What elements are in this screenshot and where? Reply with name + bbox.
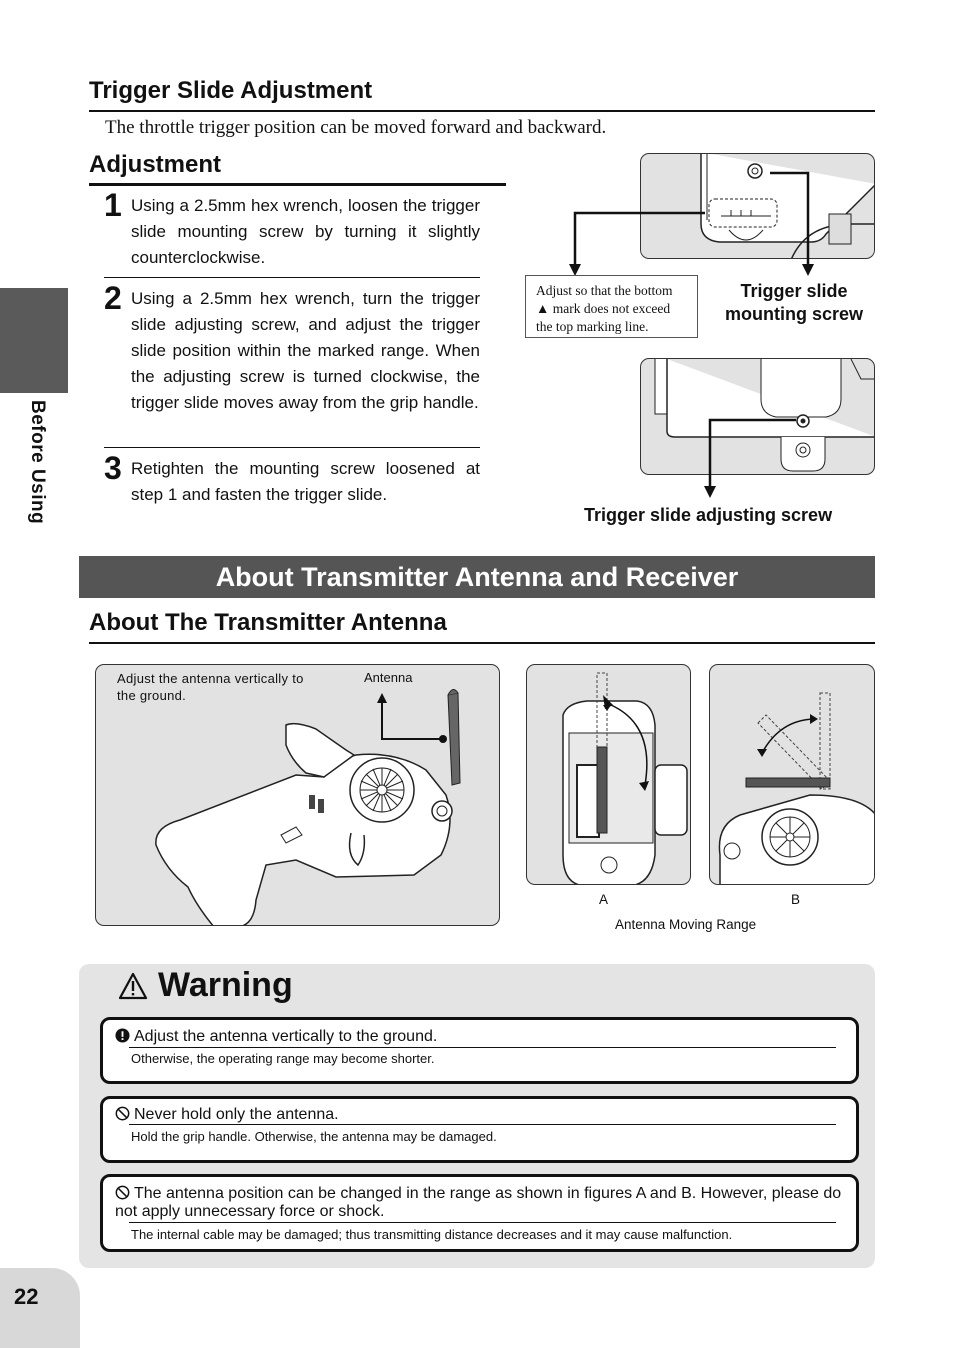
step-text: Using a 2.5mm hex wrench, loosen the trigger slide mounting screw by turning it slightly counterclockwise. [131, 196, 480, 267]
figure-a-label: A [599, 892, 609, 907]
trigger-top-leader-lines [560, 160, 820, 280]
warning-item-3 [100, 1174, 859, 1252]
step-text: Using a 2.5mm hex wrench, turn the trigger slide adjusting screw, and adjust the trigger slide position within the marked range. When the adjusting screw is turned clockwise, the trigger slide moves away from the grip handle. [131, 289, 480, 412]
warning-divider [129, 1124, 836, 1125]
warning-head-text: Never hold only the antenna. [134, 1106, 339, 1123]
warning-title [118, 966, 293, 1005]
antenna-range-caption: Antenna Moving Range [615, 917, 757, 932]
step-text: Retighten the mounting screw loosened at step 1 and fasten the trigger slide. [131, 459, 480, 504]
antenna-label: Antenna [364, 670, 413, 685]
antenna-banner: About Transmitter Antenna and Receiver [79, 556, 875, 598]
warning-item-head [115, 1028, 437, 1046]
step-1 [104, 187, 480, 271]
warning-title-text: Warning [158, 966, 293, 1004]
page-number: 22 [14, 1284, 39, 1309]
trigger-lead: The throttle trigger position can be moved forward and backward. [105, 117, 607, 138]
transmitter-illustration [96, 665, 500, 926]
warning-item-head [115, 1106, 339, 1124]
section-title-trigger: Trigger Slide Adjustment [89, 77, 373, 104]
antenna-note: Adjust the antenna vertically to the ground. [117, 671, 304, 703]
exclamation-icon [115, 1028, 130, 1043]
label-mounting-screw: Trigger slide mounting screw [724, 281, 863, 324]
warning-head-text: Adjust the antenna vertically to the ground. [134, 1028, 438, 1045]
step-divider [104, 277, 480, 278]
side-tab-label: Before Using [27, 400, 48, 525]
step-3 [104, 450, 480, 508]
warning-sub-text: Hold the grip handle. Otherwise, the antenna may be damaged. [131, 1129, 497, 1144]
antenna-subtitle: About The Transmitter Antenna [89, 609, 447, 636]
figure-b-label: B [791, 892, 801, 907]
section-rule [89, 110, 875, 112]
trigger-bottom-leader-line [700, 412, 810, 502]
warning-sub-text: Otherwise, the operating range may become shorter. [131, 1051, 435, 1066]
figure-b-illustration [710, 665, 875, 885]
warning-item-head [115, 1185, 846, 1221]
antenna-rule [89, 642, 875, 644]
step-divider [104, 447, 480, 448]
page-number-tab [0, 1268, 80, 1348]
warning-triangle-icon [118, 972, 148, 1000]
prohibited-icon [115, 1185, 130, 1200]
side-tab-block [0, 288, 68, 393]
warning-divider [129, 1047, 836, 1048]
adjust-note-box: Adjust so that the bottom ▲ mark does not exceed the top marking line. [525, 275, 698, 338]
figure-a-illustration [527, 665, 691, 885]
label-adjusting-screw: Trigger slide adjusting screw [584, 505, 833, 525]
step-number: 1 [104, 187, 122, 223]
step-number: 3 [104, 450, 122, 486]
warning-head-text: The antenna position can be changed in the range as shown in figures A and B. However, please do not apply unnecessary force or shock. [115, 1185, 842, 1220]
prohibited-icon [115, 1106, 130, 1121]
figure-b [709, 664, 875, 885]
warning-item-1 [100, 1017, 859, 1084]
warning-sub-text: The internal cable may be damaged; thus transmitting distance decreases and it may cause malfunction. [131, 1227, 733, 1242]
step-number: 2 [104, 280, 122, 316]
adjustment-title: Adjustment [89, 151, 221, 178]
figure-a [526, 664, 691, 885]
step-2 [104, 280, 480, 416]
adjustment-rule [89, 183, 506, 186]
warning-divider [129, 1222, 836, 1223]
warning-item-2 [100, 1096, 859, 1163]
